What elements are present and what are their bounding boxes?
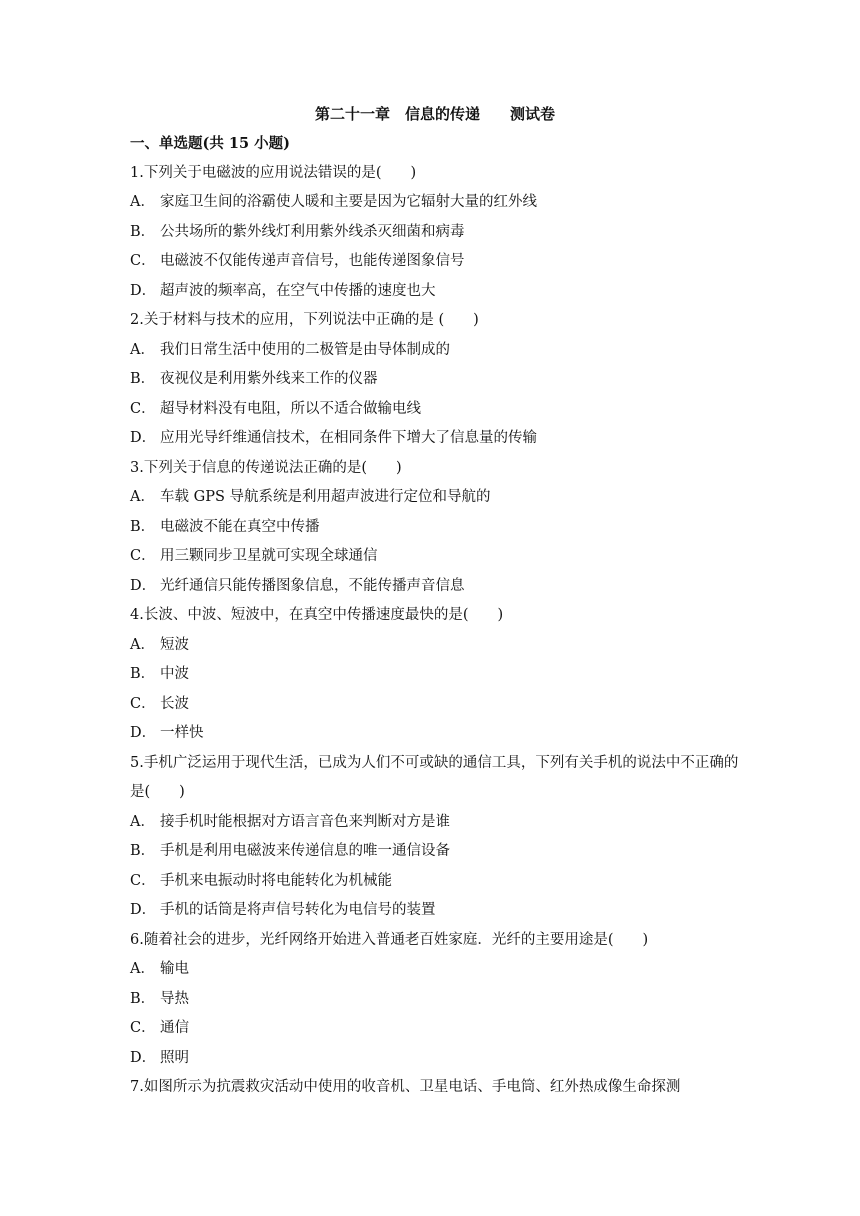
option-letter: A． (130, 961, 155, 977)
option-text: 导热 (160, 990, 189, 1007)
question-stem: 5.手机广泛运用于现代生活，已成为人们不可或缺的通信工具，下列有关手机的说法中不正确的是( ) (130, 754, 739, 800)
option-text: 超声波的频率高，在空气中传播的速度也大 (160, 282, 436, 299)
option-c (130, 395, 740, 425)
option-text: 电磁波不能在真空中传播 (160, 518, 320, 535)
question-stem: 1.下列关于电磁波的应用说法错误的是( ) (130, 164, 417, 181)
question-stem: 3.下列关于信息的传递说法正确的是( ) (130, 459, 402, 476)
option-text: 手机是利用电磁波来传递信息的唯一通信设备 (160, 843, 450, 859)
option-text: 用三颗同步卫星就可实现全球通信 (160, 548, 378, 564)
option-c (130, 867, 740, 897)
option-c (130, 542, 740, 572)
option-text: 家庭卫生间的浴霸使人暖和主要是因为它辐射大量的红外线 (160, 194, 537, 210)
document-page (130, 100, 740, 1103)
question-7 (130, 1073, 740, 1103)
option-letter: C． (130, 872, 156, 889)
option-letter: D． (130, 1049, 157, 1066)
option-d (130, 1044, 740, 1074)
page-title: 第二十一章 信息的传递 测试卷 (314, 105, 555, 123)
option-text: 手机来电振动时将电能转化为机械能 (160, 872, 392, 889)
option-letter: D． (130, 725, 157, 741)
option-b (130, 218, 740, 248)
option-letter: B． (130, 843, 156, 859)
question-4 (130, 601, 740, 749)
option-letter: C． (130, 1020, 156, 1036)
option-b (130, 985, 740, 1015)
option-letter: C． (130, 695, 156, 712)
option-letter: B． (130, 666, 156, 682)
option-b (130, 513, 740, 543)
section-heading: 一、单选题(共 15 小题) (130, 135, 290, 152)
question-stem: 2.关于材料与技术的应用，下列说法中正确的是 ( ) (130, 312, 479, 328)
option-text: 照明 (160, 1049, 189, 1066)
option-a (130, 188, 740, 218)
option-a (130, 955, 740, 985)
option-text: 公共场所的紫外线灯利用紫外线杀灭细菌和病毒 (160, 223, 465, 240)
option-d (130, 896, 740, 926)
option-d (130, 424, 740, 454)
option-letter: B． (130, 371, 156, 387)
option-letter: A． (130, 636, 155, 653)
option-text: 夜视仪是利用紫外线来工作的仪器 (160, 371, 378, 387)
option-text: 我们日常生活中使用的二极管是由导体制成的 (160, 341, 450, 358)
option-letter: D． (130, 577, 157, 594)
option-text: 光纤通信只能传播图象信息，不能传播声音信息 (160, 577, 465, 594)
option-b (130, 837, 740, 867)
option-text: 通信 (160, 1020, 189, 1036)
option-letter: C． (130, 400, 156, 417)
option-c (130, 247, 740, 277)
option-text: 一样快 (160, 725, 204, 741)
option-d (130, 719, 740, 749)
option-a (130, 808, 740, 838)
question-5 (130, 749, 740, 926)
option-letter: D． (130, 282, 157, 299)
option-text: 手机的话筒是将声信号转化为电信号的装置 (160, 902, 436, 918)
option-text: 短波 (160, 636, 189, 653)
option-letter: C． (130, 548, 156, 564)
option-letter: D． (130, 430, 157, 446)
option-c (130, 690, 740, 720)
option-letter: A． (130, 813, 155, 830)
question-stem: 7.如图所示为抗震救灾活动中使用的收音机、卫星电话、手电筒、红外热成像生命探测 (130, 1079, 681, 1095)
option-letter: A． (130, 341, 155, 358)
question-stem: 4.长波、中波、短波中，在真空中传播速度最快的是( ) (130, 607, 504, 623)
option-d (130, 277, 740, 307)
question-1 (130, 159, 740, 307)
question-6 (130, 926, 740, 1074)
option-text: 车载 GPS 导航系统是利用超声波进行定位和导航的 (160, 489, 491, 505)
option-letter: A． (130, 489, 155, 505)
option-text: 长波 (160, 695, 189, 712)
option-text: 超导材料没有电阻，所以不适合做输电线 (160, 400, 421, 417)
option-a (130, 631, 740, 661)
question-3 (130, 454, 740, 602)
option-text: 电磁波不仅能传递声音信号，也能传递图象信号 (160, 253, 465, 269)
option-letter: C． (130, 253, 156, 269)
option-text: 输电 (160, 961, 189, 977)
question-2 (130, 306, 740, 454)
option-letter: B． (130, 223, 156, 240)
option-a (130, 483, 740, 513)
option-text: 中波 (160, 666, 189, 682)
option-letter: A． (130, 194, 155, 210)
option-text: 应用光导纤维通信技术，在相同条件下增大了信息量的传输 (160, 430, 537, 446)
option-b (130, 365, 740, 395)
option-letter: D． (130, 902, 157, 918)
option-text: 接手机时能根据对方语言音色来判断对方是谁 (160, 813, 450, 830)
option-c (130, 1014, 740, 1044)
option-b (130, 660, 740, 690)
question-stem: 6.随着社会的进步，光纤网络开始进入普通老百姓家庭．光纤的主要用途是( ) (130, 931, 649, 948)
option-letter: B． (130, 518, 156, 535)
option-letter: B． (130, 990, 156, 1007)
option-a (130, 336, 740, 366)
option-d (130, 572, 740, 602)
